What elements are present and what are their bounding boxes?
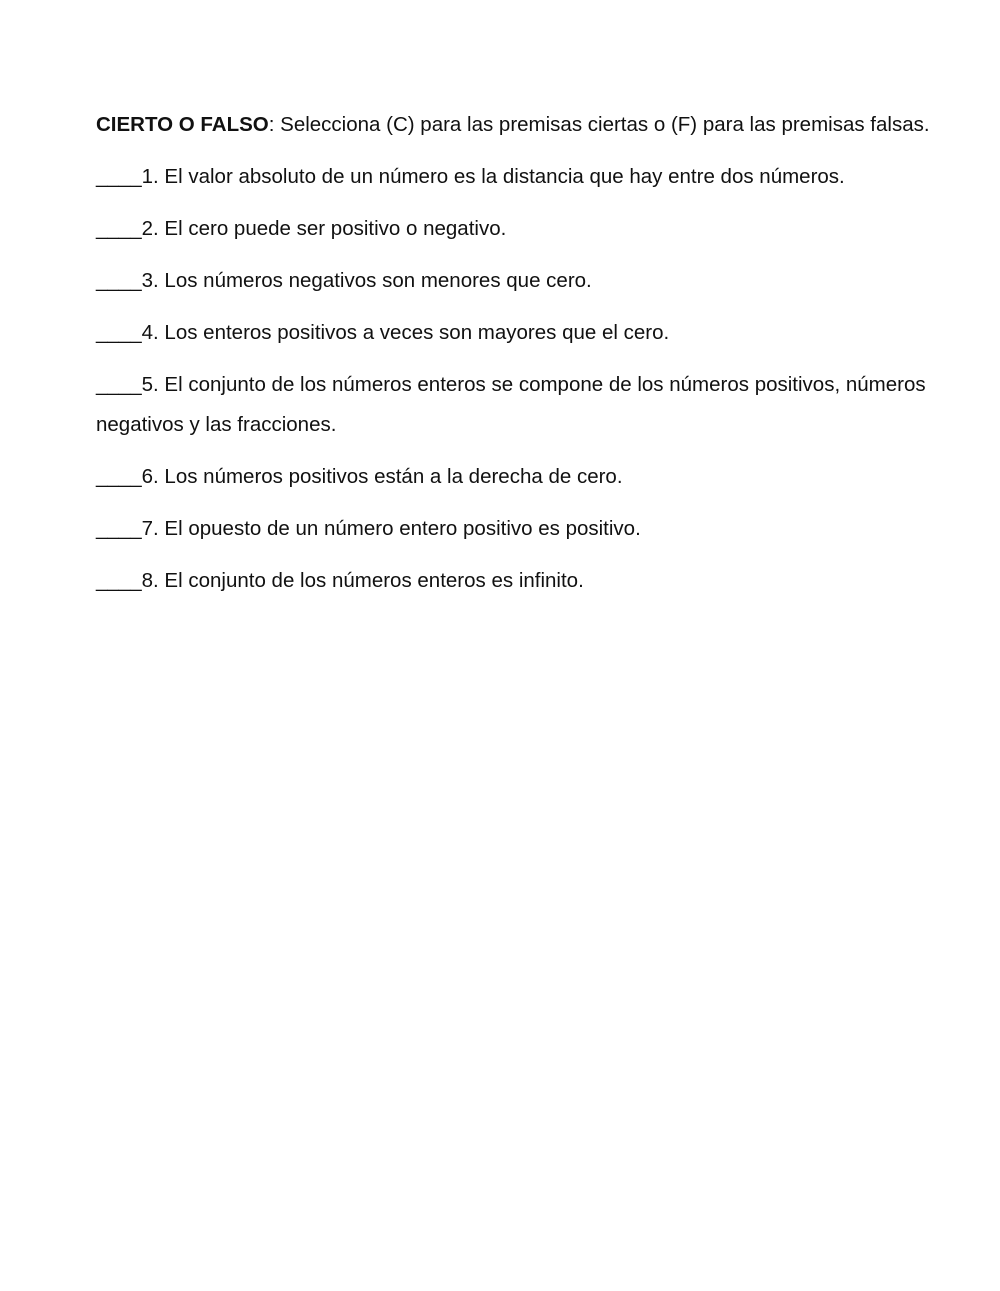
statement-number: 3. — [141, 269, 159, 292]
instruction-text: Selecciona (C) para las premisas ciertas o (F) para las premisas falsas. — [280, 113, 930, 136]
statement-number: 6. — [141, 465, 159, 488]
statement-8 — [96, 561, 976, 601]
statement-number: 2. — [141, 217, 159, 240]
answer-blank[interactable]: ____ — [96, 321, 142, 344]
instructions — [96, 105, 976, 145]
statement-number: 8. — [141, 569, 159, 592]
title-separator: : — [268, 113, 281, 136]
statement-2 — [96, 209, 976, 249]
statement-number: 4. — [141, 321, 159, 344]
statement-6 — [96, 457, 976, 497]
statement-1 — [96, 157, 976, 197]
statement-number: 7. — [141, 517, 159, 540]
worksheet — [96, 105, 976, 613]
statement-text: Los números positivos están a la derecha de cero. — [164, 465, 623, 488]
statement-5 — [96, 365, 976, 445]
statement-text: Los números negativos son menores que cero. — [164, 269, 592, 292]
answer-blank[interactable]: ____ — [96, 569, 142, 592]
answer-blank[interactable]: ____ — [96, 165, 142, 188]
answer-blank[interactable]: ____ — [96, 217, 142, 240]
statement-text: El conjunto de los números enteros es infinito. — [164, 569, 584, 592]
answer-blank[interactable]: ____ — [96, 269, 142, 292]
statement-text: El opuesto de un número entero positivo es positivo. — [164, 517, 641, 540]
answer-blank[interactable]: ____ — [96, 465, 142, 488]
statement-7 — [96, 509, 976, 549]
statement-4 — [96, 313, 976, 353]
statement-3 — [96, 261, 976, 301]
worksheet-title: CIERTO O FALSO — [96, 113, 269, 136]
statement-text: El conjunto de los números enteros se compone de los números positivos, números negativos y las fracciones. — [96, 373, 926, 436]
answer-blank[interactable]: ____ — [96, 373, 142, 396]
statement-number: 5. — [141, 373, 159, 396]
statement-text: El cero puede ser positivo o negativo. — [164, 217, 507, 240]
answer-blank[interactable]: ____ — [96, 517, 142, 540]
statement-text: Los enteros positivos a veces son mayores que el cero. — [164, 321, 670, 344]
statement-text: El valor absoluto de un número es la distancia que hay entre dos números. — [164, 165, 845, 188]
statement-number: 1. — [141, 165, 159, 188]
